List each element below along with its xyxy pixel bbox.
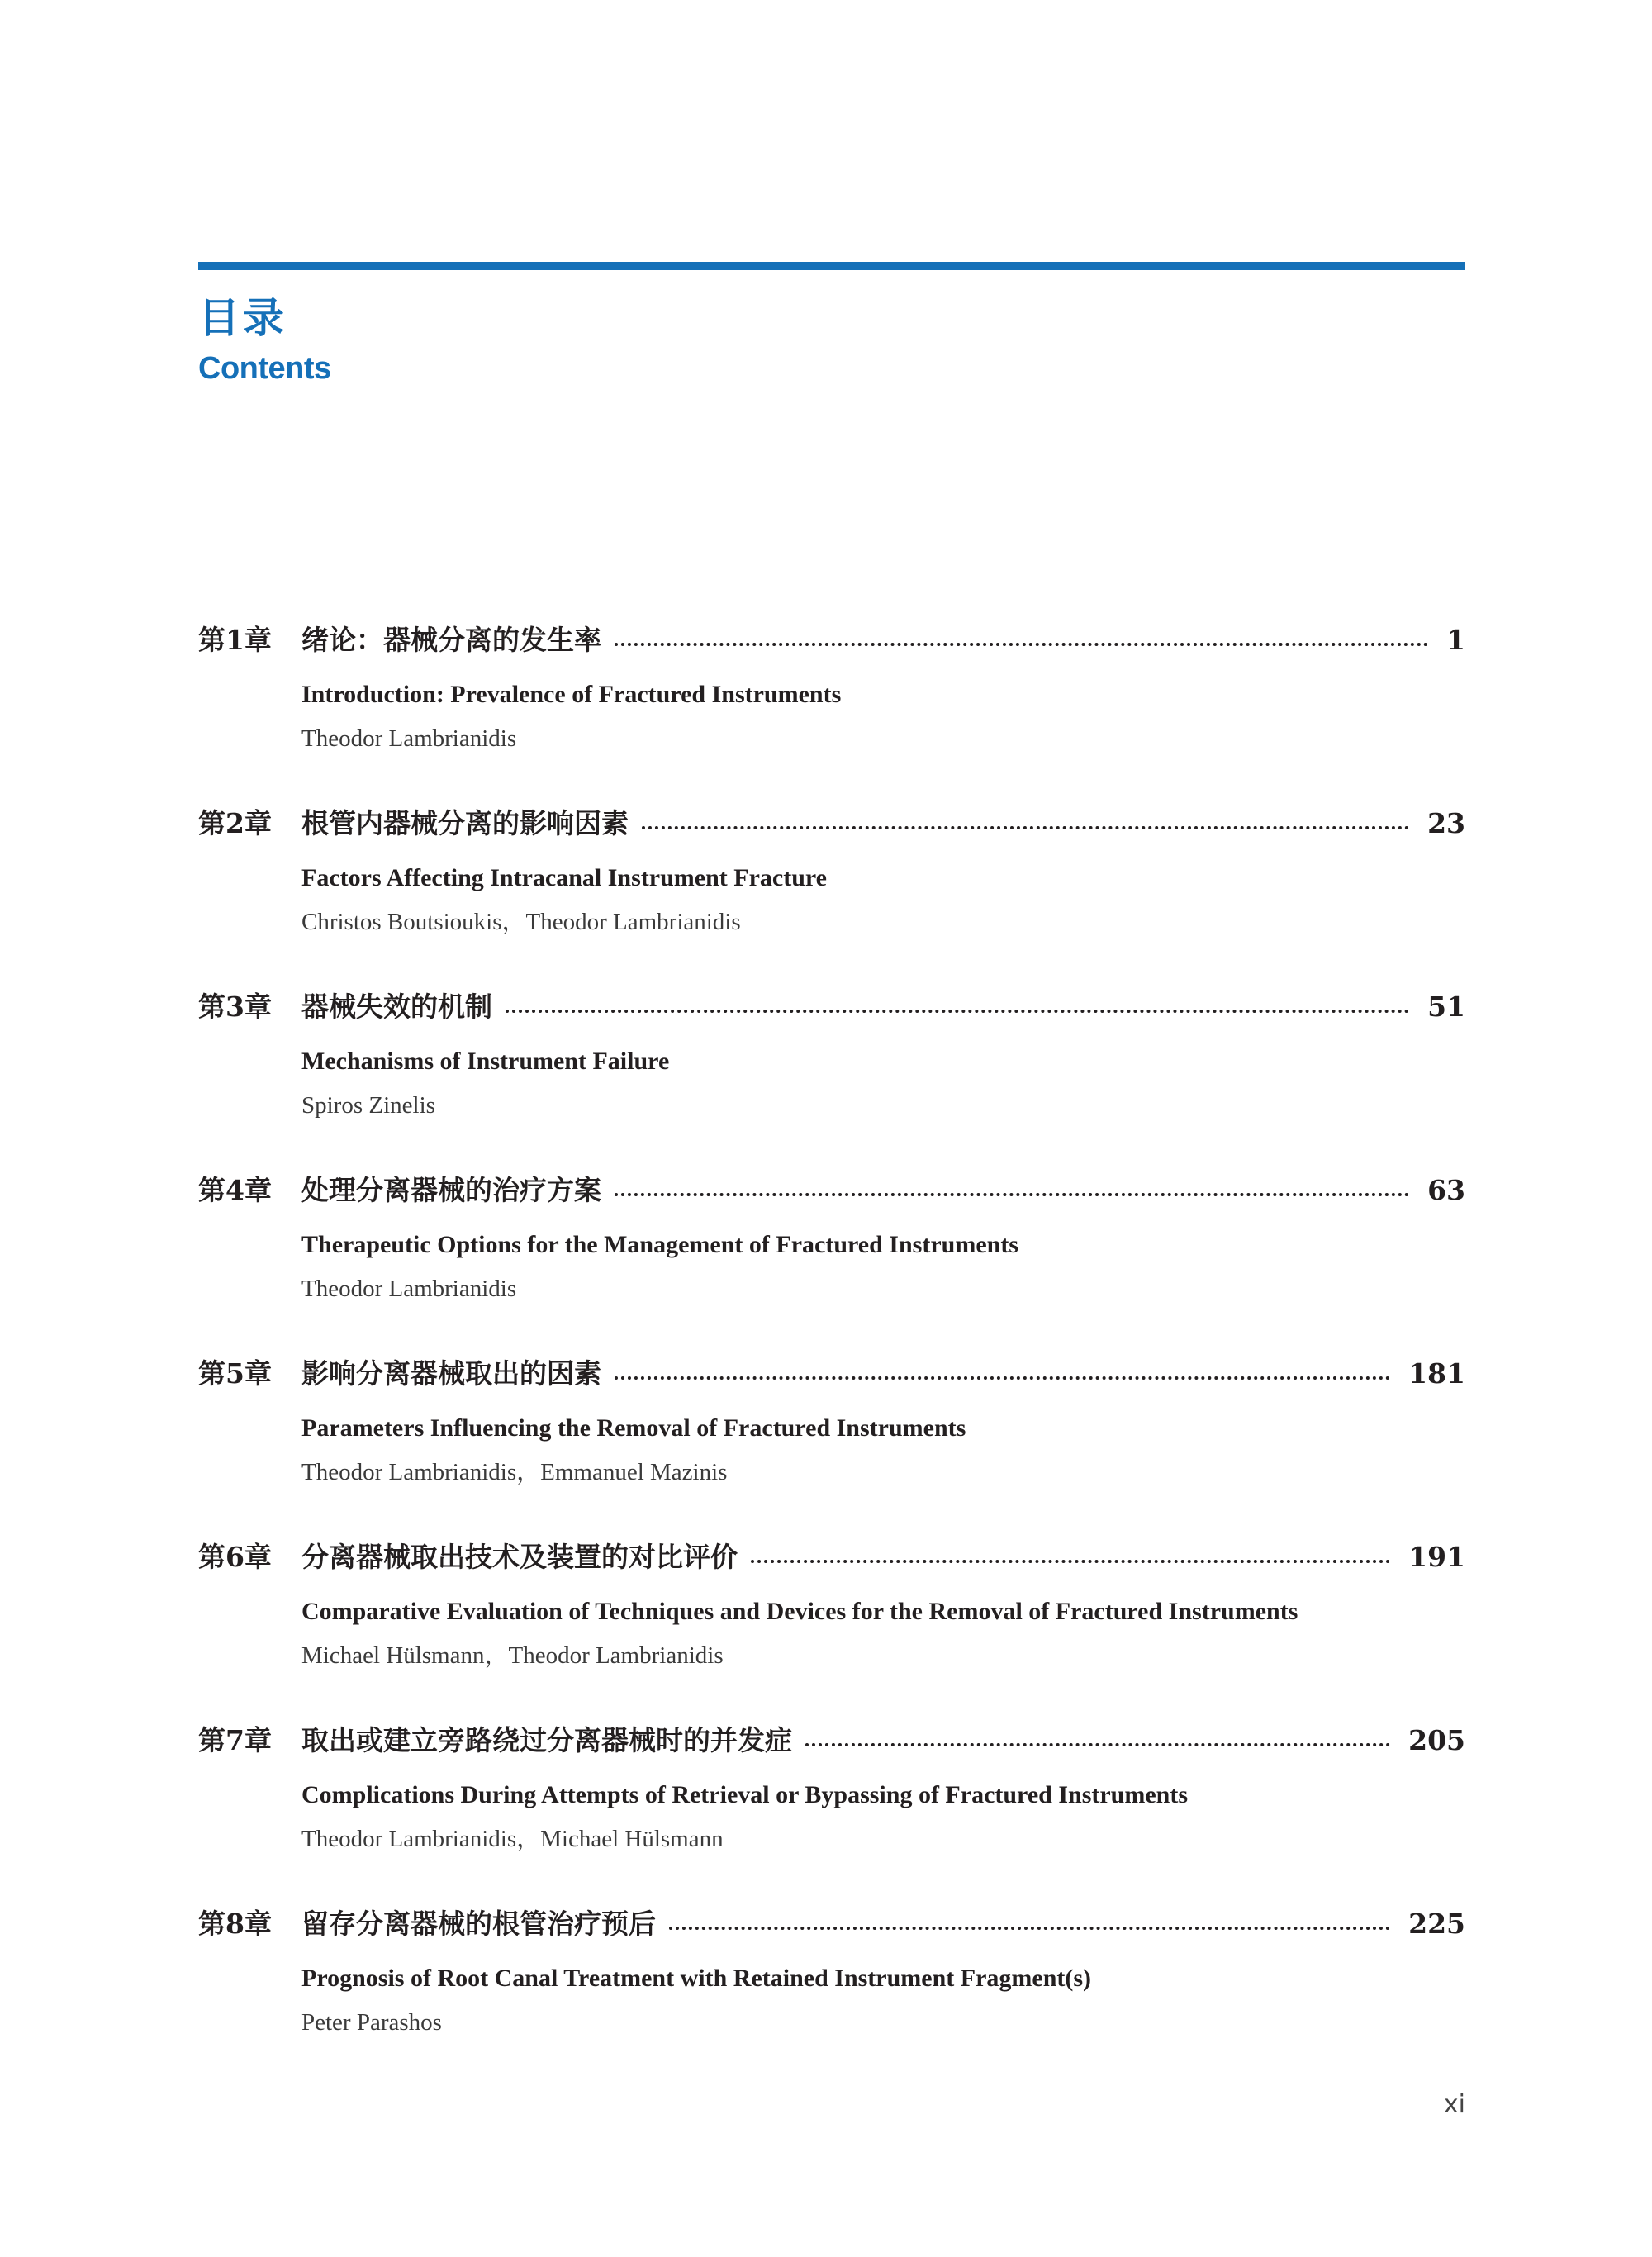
- chapter-title-chinese[interactable]: 留存分离器械的根管治疗预后: [301, 1908, 656, 1940]
- table-of-contents: [198, 621, 1465, 2088]
- chapter-authors: Theodor Lambrianidis: [301, 1276, 517, 1302]
- chapter-title-chinese[interactable]: 取出或建立旁路绕过分离器械时的并发症: [301, 1724, 792, 1756]
- chapter-number: 第3章: [198, 991, 272, 1023]
- toc-entry-chapter-2[interactable]: [198, 805, 1465, 988]
- chapter-title-chinese[interactable]: 处理分离器械的治疗方案: [301, 1174, 601, 1206]
- dot-leader: [615, 1376, 1390, 1380]
- chapter-authors: Christos Boutsioukis，Theodor Lambrianidis: [301, 909, 741, 935]
- chapter-title-english: Factors Affecting Intracanal Instrument Fracture: [301, 864, 827, 891]
- chapter-heading-line: [198, 1722, 1465, 1760]
- chapter-heading-line: [198, 621, 1465, 659]
- toc-entry-chapter-8[interactable]: [198, 1905, 1465, 2088]
- chapter-title-chinese[interactable]: 绪论：器械分离的发生率: [301, 624, 601, 656]
- toc-entry-chapter-1[interactable]: [198, 621, 1465, 805]
- toc-entry-chapter-5[interactable]: [198, 1355, 1465, 1538]
- toc-entry-chapter-7[interactable]: [198, 1722, 1465, 1905]
- chapter-title-english: Introduction: Prevalence of Fractured Instruments: [301, 681, 842, 708]
- chapter-title-english: Mechanisms of Instrument Failure: [301, 1048, 670, 1075]
- chapter-heading-line: [198, 1355, 1465, 1393]
- chapter-title-chinese[interactable]: 器械失效的机制: [301, 991, 492, 1023]
- chapter-number: 第7章: [198, 1724, 272, 1756]
- page-title-chinese: 目录: [198, 294, 287, 342]
- chapter-authors: Theodor Lambrianidis，Michael Hülsmann: [301, 1826, 724, 1852]
- chapter-page-number[interactable]: 225: [1408, 1908, 1465, 1940]
- chapter-title-english: Therapeutic Options for the Management of Fractured Instruments: [301, 1231, 1018, 1258]
- chapter-authors: Michael Hülsmann，Theodor Lambrianidis: [301, 1642, 724, 1669]
- chapter-authors: Theodor Lambrianidis，Emmanuel Mazinis: [301, 1459, 728, 1485]
- chapter-page-number[interactable]: 63: [1427, 1174, 1465, 1206]
- page-title-english: Contents: [198, 351, 331, 386]
- chapter-page-number[interactable]: 23: [1427, 807, 1465, 839]
- chapter-heading-line: [198, 1905, 1465, 1943]
- chapter-heading-line: [198, 1538, 1465, 1576]
- dot-leader: [615, 643, 1428, 646]
- chapter-number: 第6章: [198, 1541, 272, 1573]
- dot-leader: [805, 1743, 1390, 1746]
- chapter-page-number[interactable]: 191: [1408, 1541, 1465, 1573]
- chapter-title-english: Comparative Evaluation of Techniques and Devices for the Removal of Fractured Instruments: [301, 1598, 1298, 1625]
- toc-entry-chapter-4[interactable]: [198, 1171, 1465, 1355]
- chapter-title-chinese[interactable]: 影响分离器械取出的因素: [301, 1357, 601, 1390]
- chapter-title-chinese[interactable]: 根管内器械分离的影响因素: [301, 807, 629, 839]
- chapter-authors: Peter Parashos: [301, 2009, 442, 2036]
- header-rule: [198, 262, 1465, 270]
- chapter-title-chinese[interactable]: 分离器械取出技术及装置的对比评价: [301, 1541, 738, 1573]
- folio-page-number: xi: [1443, 2090, 1465, 2119]
- toc-entry-chapter-3[interactable]: [198, 988, 1465, 1171]
- chapter-authors: Theodor Lambrianidis: [301, 725, 517, 752]
- chapter-title-english: Complications During Attempts of Retrieval or Bypassing of Fractured Instruments: [301, 1781, 1189, 1808]
- chapter-number: 第8章: [198, 1908, 272, 1940]
- toc-entry-chapter-6[interactable]: [198, 1538, 1465, 1722]
- chapter-number: 第1章: [198, 624, 272, 656]
- chapter-title-english: Parameters Influencing the Removal of Fractured Instruments: [301, 1414, 966, 1442]
- dot-leader: [751, 1560, 1390, 1563]
- chapter-page-number[interactable]: 51: [1427, 991, 1465, 1023]
- chapter-page-number[interactable]: 1: [1446, 624, 1465, 656]
- chapter-number: 第4章: [198, 1174, 272, 1206]
- dot-leader: [615, 1193, 1409, 1196]
- chapter-page-number[interactable]: 205: [1408, 1724, 1465, 1756]
- chapter-heading-line: [198, 805, 1465, 843]
- chapter-title-english: Prognosis of Root Canal Treatment with Retained Instrument Fragment(s): [301, 1965, 1092, 1992]
- chapter-number: 第2章: [198, 807, 272, 839]
- dot-leader: [506, 1010, 1409, 1013]
- chapter-number: 第5章: [198, 1357, 272, 1390]
- chapter-authors: Spiros Zinelis: [301, 1092, 435, 1119]
- chapter-heading-line: [198, 988, 1465, 1026]
- dot-leader: [669, 1927, 1390, 1930]
- dot-leader: [642, 826, 1409, 829]
- chapter-page-number[interactable]: 181: [1408, 1357, 1465, 1390]
- chapter-heading-line: [198, 1171, 1465, 1209]
